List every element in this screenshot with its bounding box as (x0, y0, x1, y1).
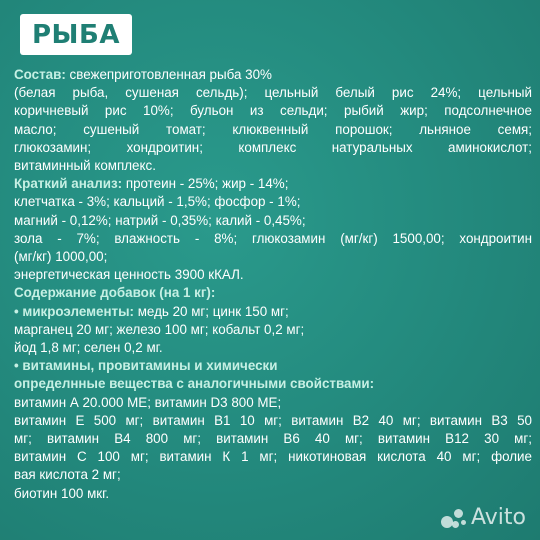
composition-line: масло; сушеный томат; клюквенный порошок; льняное семя; (14, 121, 532, 137)
composition-text (14, 66, 532, 503)
title-badge (20, 14, 132, 55)
analysis-line: Краткий анализ: протеин - 25%; жир - 14%; (14, 176, 289, 192)
avito-watermark (441, 505, 526, 530)
analysis-line: энергетическая ценность 3900 кКАЛ. (14, 267, 244, 283)
vitamins-line: мг; витамин В4 800 мг; витамин В6 40 мг; витамин В12 30 мг; (14, 431, 532, 447)
composition-line: (белая рыба, сушеная сельдь); цельный белый рис 24%; цельный (14, 85, 532, 101)
composition-line: Состав: свежеприготовленная рыба 30% (14, 67, 272, 82)
analysis-line: зола - 7%; влажность - 8%; глюкозамин (мг/кг) 1500,00; хондроитин (14, 230, 532, 246)
analysis-line: магний - 0,12%; натрий - 0,35%; калий - 0,45%; (14, 212, 306, 228)
additives-line: йод 1,8 мг; селен 0,2 мг. (14, 340, 163, 356)
avito-logo-icon (441, 507, 467, 529)
vitamins-line: витамин С 100 мг; витамин К 1 мг; никотиновая кислота 40 мг; фолие (14, 449, 532, 465)
vitamins-line: вая кислота 2 мг; (14, 467, 121, 483)
composition-line: витаминный комплекс. (14, 158, 156, 174)
vitamins-line: витамин А 20.000 МЕ; витамин D3 800 МЕ; (14, 394, 282, 410)
composition-line: коричневый рис 10%; бульон из сельди; рыбий жир; подсолнечное (14, 103, 532, 119)
page-title: РЫБА (32, 20, 120, 50)
composition-line: глюкозамин; хондроитин; комплекс натуральных аминокислот; (14, 139, 532, 155)
vitamins-line: биотин 100 мкг. (14, 485, 110, 501)
additives-line: • микроэлементы: медь 20 мг; цинк 150 мг; (14, 303, 289, 319)
micro-label: • микроэлементы: (14, 303, 134, 319)
composition-label: Состав: (14, 67, 66, 82)
vitamins-label: • витамины, провитамины и химически (14, 358, 278, 374)
analysis-line: клетчатка - 3%; кальций - 1,5%; фосфор - 1%; (14, 194, 301, 210)
additives-heading: Содержание добавок (на 1 кг): (14, 285, 216, 301)
analysis-line: (мг/кг) 1000,00; (14, 249, 108, 265)
vitamins-label: определнные вещества с аналогичными свойствами: (14, 376, 375, 392)
analysis-label: Краткий анализ: (14, 176, 123, 192)
additives-line: марганец 20 мг; железо 100 мг; кобальт 0,2 мг; (14, 321, 305, 337)
avito-text: Avito (471, 505, 526, 530)
vitamins-line: витамин Е 500 мг; витамин В1 10 мг; витамин В2 40 мг; витамин В3 50 (14, 412, 532, 428)
